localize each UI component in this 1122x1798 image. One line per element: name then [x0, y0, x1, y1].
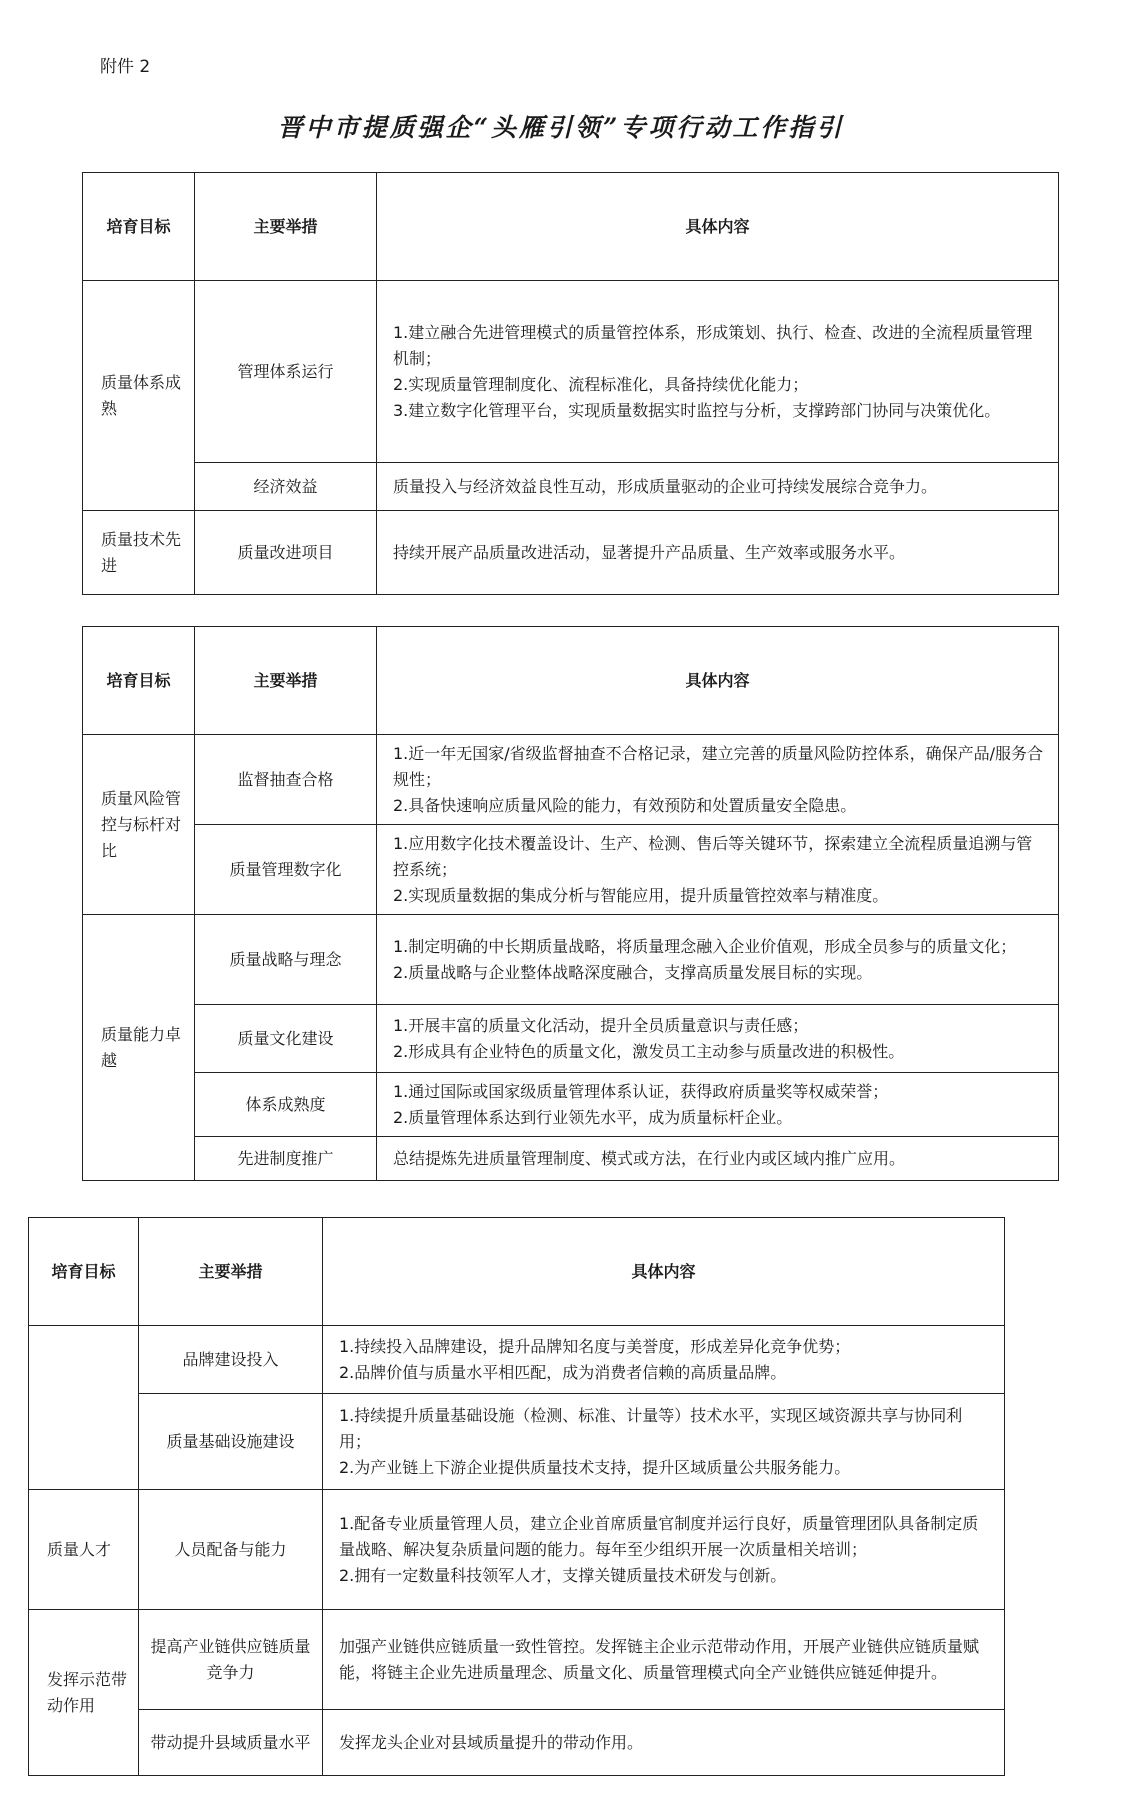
- content-cell: [377, 511, 1059, 595]
- measure-cell: 质量战略与理念: [195, 915, 377, 1005]
- guide-table-3: [28, 1217, 1005, 1776]
- goal-cell-empty: [29, 1326, 139, 1490]
- table-row: [29, 1610, 1005, 1710]
- content-cell: [377, 1137, 1059, 1181]
- measure-cell: 质量基础设施建设: [139, 1394, 323, 1490]
- content-line: 2.为产业链上下游企业提供质量技术支持，提升区域质量公共服务能力。: [339, 1457, 851, 1477]
- measure-cell: 品牌建设投入: [139, 1326, 323, 1394]
- attachment-label: 附件 2: [100, 57, 151, 77]
- content-cell: [323, 1394, 1005, 1490]
- content-line: 2.形成具有企业特色的质量文化，激发员工主动参与质量改进的积极性。: [393, 1041, 905, 1061]
- content-line: 发挥龙头企业对县域质量提升的带动作用。: [339, 1732, 644, 1752]
- content-cell: [377, 281, 1059, 463]
- header-goal: 培育目标: [83, 173, 195, 281]
- content-line: 加强产业链供应链质量一致性管控。发挥链主企业示范带动作用，开展产业链供应链质量赋能，将链主企业先进质量理念、质量文化、质量管理模式向全产业链供应链延伸提升。: [339, 1636, 980, 1682]
- table-row: [83, 1005, 1059, 1073]
- table-row: [83, 1137, 1059, 1181]
- content-line: 2.拥有一定数量科技领军人才，支撑关键质量技术研发与创新。: [339, 1565, 787, 1585]
- content-line: 1.建立融合先进管理模式的质量管控体系，形成策划、执行、检查、改进的全流程质量管理机制；: [393, 322, 1033, 368]
- header-measure: 主要举措: [139, 1218, 323, 1326]
- goal-cell: 质量风险管控与标杆对比: [83, 735, 195, 915]
- table-row: [83, 511, 1059, 595]
- content-cell: [377, 1005, 1059, 1073]
- content-cell: [377, 825, 1059, 915]
- goal-cell: 质量能力卓越: [83, 915, 195, 1181]
- header-goal: 培育目标: [29, 1218, 139, 1326]
- table-header-row: [29, 1218, 1005, 1326]
- goal-cell: 质量体系成熟: [83, 281, 195, 511]
- measure-cell: 质量管理数字化: [195, 825, 377, 915]
- guide-table-1: [82, 172, 1059, 595]
- measure-cell: 质量文化建设: [195, 1005, 377, 1073]
- goal-cell: 发挥示范带动作用: [29, 1610, 139, 1776]
- measure-cell: 管理体系运行: [195, 281, 377, 463]
- header-content: 具体内容: [377, 627, 1059, 735]
- header-content: 具体内容: [323, 1218, 1005, 1326]
- table-row: [29, 1326, 1005, 1394]
- content-cell: [377, 915, 1059, 1005]
- table-row: [29, 1490, 1005, 1610]
- content-line: 1.配备专业质量管理人员，建立企业首席质量官制度并运行良好，质量管理团队具备制定质量战略、解决复杂质量问题的能力。每年至少组织开展一次质量相关培训；: [339, 1513, 979, 1559]
- header-content: 具体内容: [377, 173, 1059, 281]
- table-row: [83, 281, 1059, 463]
- measure-cell: 经济效益: [195, 463, 377, 511]
- table-row: [83, 1073, 1059, 1137]
- header-measure: 主要举措: [195, 173, 377, 281]
- content-line: 1.通过国际或国家级质量管理体系认证，获得政府质量奖等权威荣誉；: [393, 1081, 889, 1101]
- content-line: 2.品牌价值与质量水平相匹配，成为消费者信赖的高质量品牌。: [339, 1362, 787, 1382]
- header-goal: 培育目标: [83, 627, 195, 735]
- content-cell: [323, 1490, 1005, 1610]
- content-line: 1.近一年无国家/省级监督抽查不合格记录，建立完善的质量风险防控体系，确保产品/服务合规性；: [393, 743, 1044, 789]
- goal-cell: 质量人才: [29, 1490, 139, 1610]
- content-line: 1.持续投入品牌建设，提升品牌知名度与美誉度，形成差异化竞争优势；: [339, 1336, 851, 1356]
- content-line: 2.质量战略与企业整体战略深度融合，支撑高质量发展目标的实现。: [393, 962, 873, 982]
- content-line: 3.建立数字化管理平台，实现质量数据实时监控与分析，支撑跨部门协同与决策优化。: [393, 400, 1001, 420]
- content-line: 1.应用数字化技术覆盖设计、生产、检测、售后等关键环节，探索建立全流程质量追溯与管控系统；: [393, 833, 1033, 879]
- document-title: 晋中市提质强企“头雁引领”专项行动工作指引: [277, 113, 845, 142]
- content-line: 1.持续提升质量基础设施（检测、标准、计量等）技术水平，实现区域资源共享与协同利用；: [339, 1405, 963, 1451]
- content-cell: [377, 463, 1059, 511]
- content-cell: [377, 1073, 1059, 1137]
- content-line: 持续开展产品质量改进活动，显著提升产品质量、生产效率或服务水平。: [393, 542, 906, 562]
- content-line: 2.实现质量管理制度化、流程标准化，具备持续优化能力；: [393, 374, 809, 394]
- content-line: 2.质量管理体系达到行业领先水平，成为质量标杆企业。: [393, 1107, 793, 1127]
- measure-cell: 监督抽查合格: [195, 735, 377, 825]
- table-row: [83, 735, 1059, 825]
- table-row: [83, 463, 1059, 511]
- content-line: 总结提炼先进质量管理制度、模式或方法，在行业内或区域内推广应用。: [393, 1148, 906, 1168]
- content-line: 1.开展丰富的质量文化活动，提升全员质量意识与责任感；: [393, 1015, 809, 1035]
- measure-cell: 带动提升县域质量水平: [139, 1710, 323, 1776]
- table-row: [83, 915, 1059, 1005]
- measure-cell: 先进制度推广: [195, 1137, 377, 1181]
- goal-cell: 质量技术先进: [83, 511, 195, 595]
- measure-cell: 人员配备与能力: [139, 1490, 323, 1610]
- content-line: 2.具备快速响应质量风险的能力，有效预防和处置质量安全隐患。: [393, 795, 857, 815]
- content-cell: [323, 1710, 1005, 1776]
- table-row: [29, 1394, 1005, 1490]
- table-row: [29, 1710, 1005, 1776]
- content-cell: [323, 1326, 1005, 1394]
- content-cell: [323, 1610, 1005, 1710]
- measure-cell: 体系成熟度: [195, 1073, 377, 1137]
- content-line: 1.制定明确的中长期质量战略，将质量理念融入企业价值观，形成全员参与的质量文化；: [393, 936, 1017, 956]
- table-row: [83, 825, 1059, 915]
- table-header-row: [83, 173, 1059, 281]
- content-line: 2.实现质量数据的集成分析与智能应用，提升质量管控效率与精准度。: [393, 885, 889, 905]
- content-cell: [377, 735, 1059, 825]
- guide-table-2: [82, 626, 1059, 1181]
- header-measure: 主要举措: [195, 627, 377, 735]
- measure-cell: 提高产业链供应链质量竞争力: [139, 1610, 323, 1710]
- measure-cell: 质量改进项目: [195, 511, 377, 595]
- table-header-row: [83, 627, 1059, 735]
- content-line: 质量投入与经济效益良性互动，形成质量驱动的企业可持续发展综合竞争力。: [393, 476, 938, 496]
